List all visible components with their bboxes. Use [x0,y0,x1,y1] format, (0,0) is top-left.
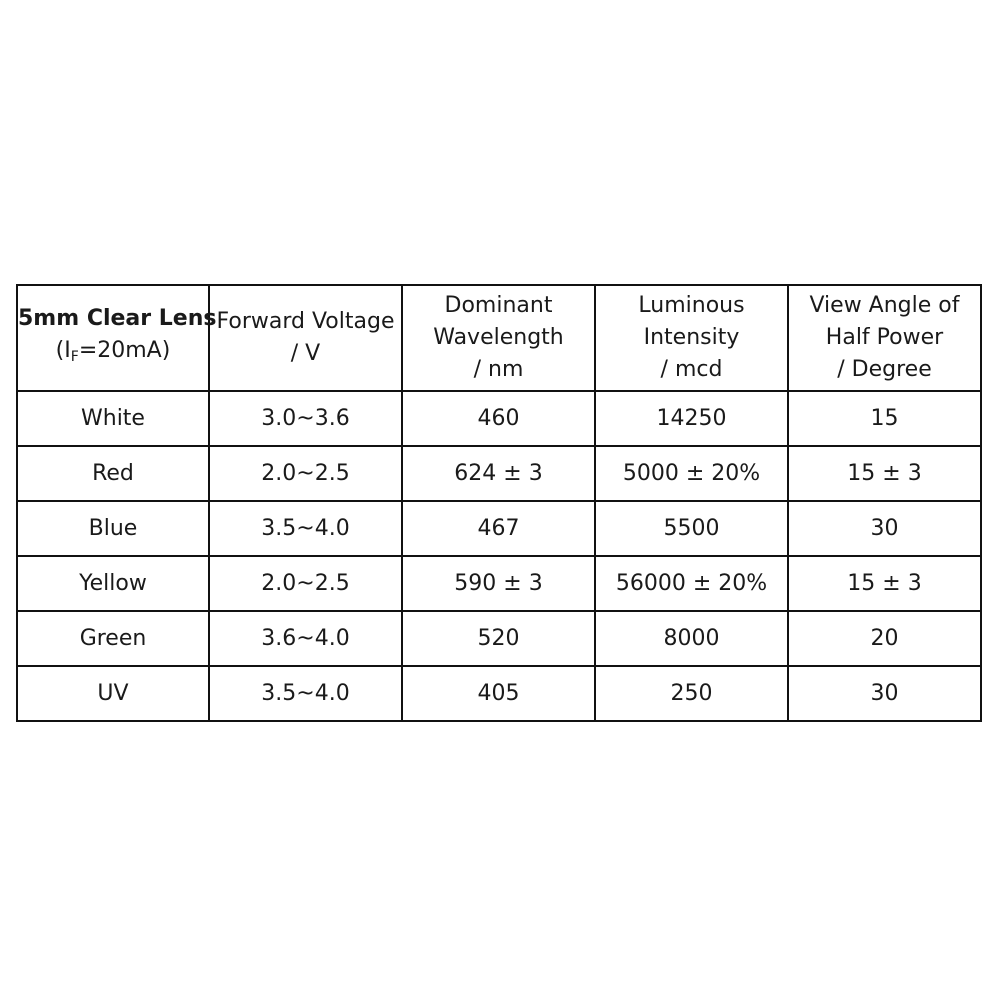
current-subscript: F [70,349,79,365]
cell-luminous-intensity: 8000 [595,611,788,666]
header-forward-voltage-line-2: / V [290,341,321,366]
cell-view-angle: 15 ± 3 [788,556,981,611]
cell-forward-voltage: 2.0~2.5 [209,556,402,611]
cell-color: Yellow [17,556,209,611]
cell-color: Red [17,446,209,501]
table-row-white [17,391,981,446]
cell-dominant-wavelength: 624 ± 3 [402,446,595,501]
cell-dominant-wavelength: 590 ± 3 [402,556,595,611]
cell-view-angle: 30 [788,501,981,556]
table-row-yellow [17,556,981,611]
cell-forward-voltage: 3.5~4.0 [209,501,402,556]
cell-dominant-wavelength: 467 [402,501,595,556]
header-view-angle-line-2: Half Power [825,325,944,350]
cell-forward-voltage: 2.0~2.5 [209,446,402,501]
led-spec-table [16,284,982,722]
cell-forward-voltage: 3.5~4.0 [209,666,402,721]
table-row-blue [17,501,981,556]
header-luminous-intensity [595,285,788,391]
cell-dominant-wavelength: 460 [402,391,595,446]
cell-view-angle: 30 [788,666,981,721]
header-forward-voltage-line-1: Forward Voltage [216,309,395,334]
cell-forward-voltage: 3.0~3.6 [209,391,402,446]
table-row-red [17,446,981,501]
cell-color: White [17,391,209,446]
cell-luminous-intensity: 250 [595,666,788,721]
header-dominant-wavelength-line-2: Wavelength [433,325,564,350]
header-lens-current [18,335,208,373]
cell-view-angle: 15 ± 3 [788,446,981,501]
cell-dominant-wavelength: 405 [402,666,595,721]
cell-view-angle: 20 [788,611,981,666]
cell-forward-voltage: 3.6~4.0 [209,611,402,666]
cell-luminous-intensity: 14250 [595,391,788,446]
current-prefix: (I [55,338,71,363]
cell-luminous-intensity: 56000 ± 20% [595,556,788,611]
header-view-angle-line-1: View Angle of [809,293,960,318]
cell-color: UV [17,666,209,721]
cell-color: Green [17,611,209,666]
header-luminous-intensity-line-3: / mcd [660,357,723,382]
header-dominant-wavelength [402,285,595,391]
header-lens-title: 5mm Clear Lens [18,306,217,331]
cell-color: Blue [17,501,209,556]
cell-dominant-wavelength: 520 [402,611,595,666]
header-dominant-wavelength-line-3: / nm [473,357,524,382]
header-lens [17,285,217,391]
cell-view-angle: 15 [788,391,981,446]
table-row-uv [17,666,981,721]
header-luminous-intensity-line-1: Luminous [638,293,745,318]
cell-luminous-intensity: 5000 ± 20% [595,446,788,501]
header-view-angle [788,285,981,391]
table-row-green [17,611,981,666]
header-forward-voltage [209,285,402,391]
header-luminous-intensity-line-2: Intensity [643,325,740,350]
header-dominant-wavelength-line-1: Dominant [444,293,553,318]
header-row [17,285,981,391]
current-suffix: =20mA) [78,338,171,363]
header-view-angle-line-3: / Degree [837,357,932,382]
cell-luminous-intensity: 5500 [595,501,788,556]
